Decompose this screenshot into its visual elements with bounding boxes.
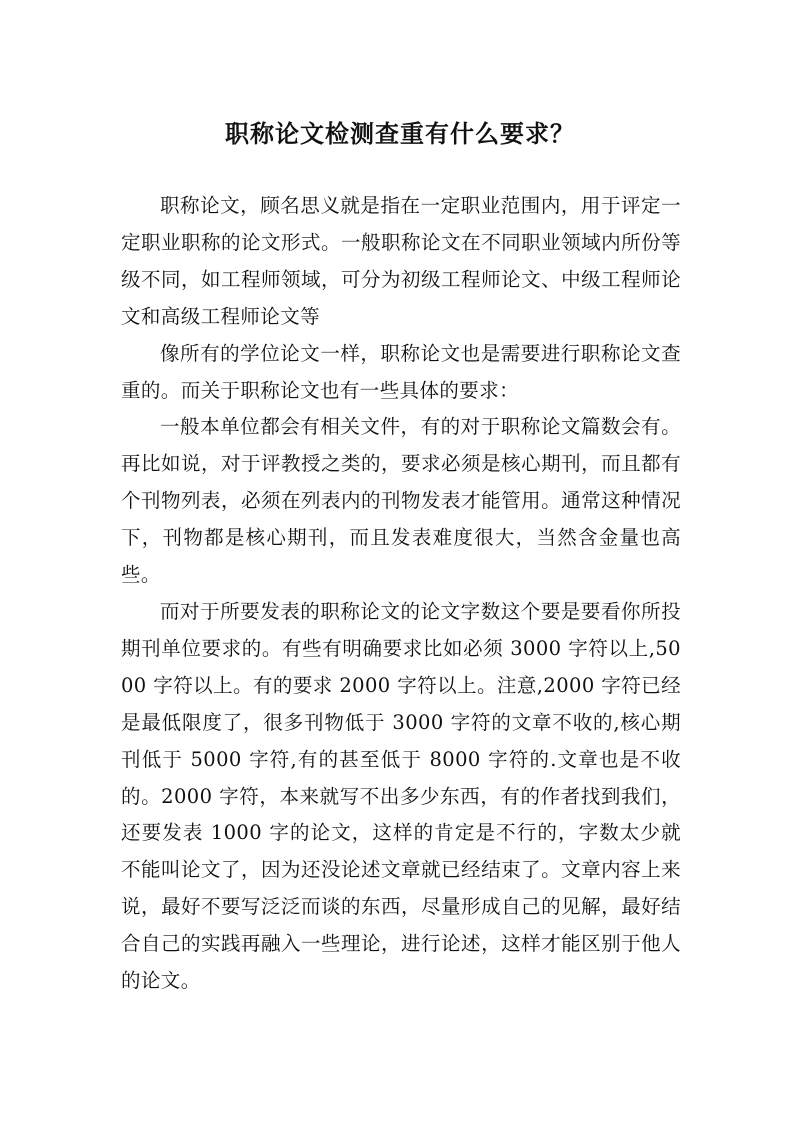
paragraph-2: 像所有的学位论文一样，职称论文也是需要进行职称论文查重的。而关于职称论文也有一些具体的要求：: [121, 341, 681, 402]
paragraph-4: 而对于所要发表的职称论文的论文字数这个要是要看你所投期刊单位要求的。有些有明确要求比如必须 3000 字符以上,5000 字符以上。有的要求 2000 字符以上。注意,2000 字符已经是最低限度了，很多刊物低于 3000 字符的文章不收的,核心期刊低于 5000 字符,有的甚至低于 8000 字符的.文章也是不收的。2000 字符，本来就写不出多少东西，有的作者找到我们，还要发表 1000 字的论文，这样的肯定是不行的，字数太少就不能叫论文了，因为还没论述文章就已经结束了。文章内容上来说，最好不要写泛泛而谈的东西，尽量形成自己的见解，最好结合自己的实践再融入一些理论，进行论述，这样才能区别于他人的论文。: [121, 599, 681, 993]
paragraph-1: 职称论文，顾名思义就是指在一定职业范围内，用于评定一定职业职称的论文形式。一般职称论文在不同职业领域内所份等级不同，如工程师领域，可分为初级工程师论文、中级工程师论文和高级工程师论文等: [121, 194, 681, 328]
paragraph-3: 一般本单位都会有相关文件，有的对于职称论文篇数会有。再比如说，对于评教授之类的，要求必须是核心期刊，而且都有个刊物列表，必须在列表内的刊物发表才能管用。通常这种情况下，刊物都是核心期刊，而且发表难度很大，当然含金量也高些。: [121, 415, 681, 587]
document-body: [121, 188, 681, 1000]
document-title: 职称论文检测查重有什么要求？: [225, 120, 575, 149]
